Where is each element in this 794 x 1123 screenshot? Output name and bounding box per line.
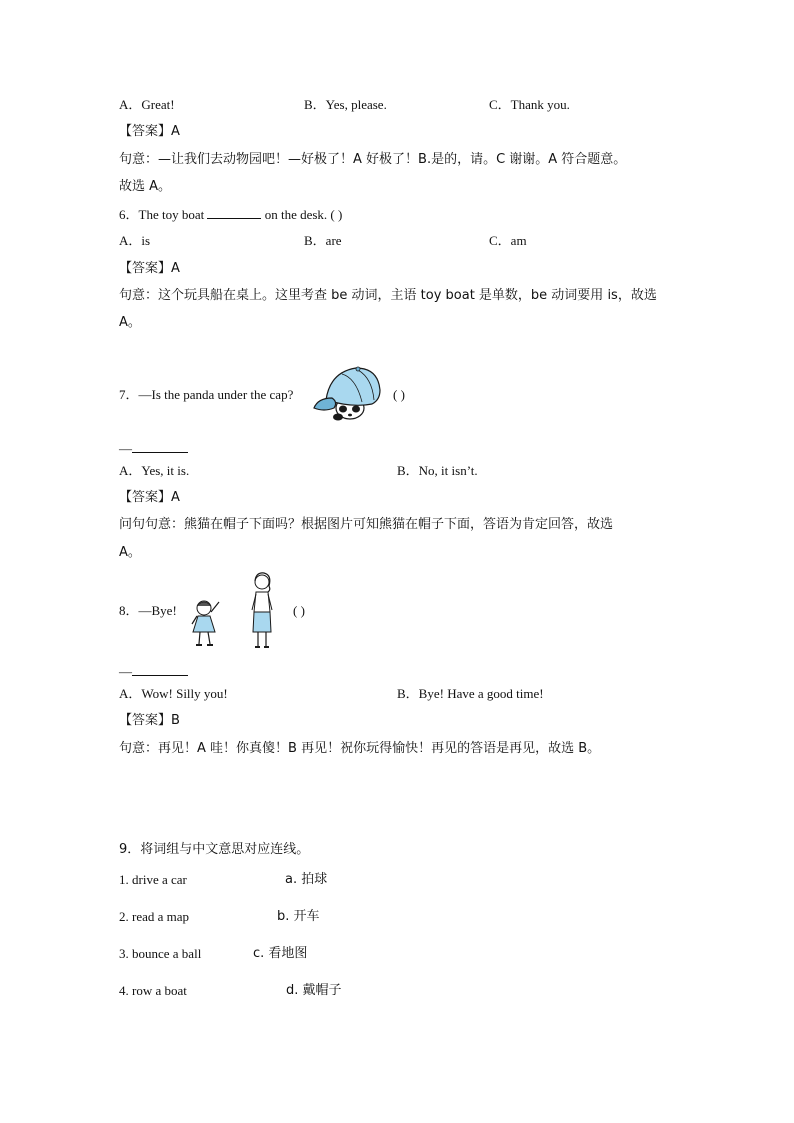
q9-left-item-3: 3. bounce a ball [119,946,202,961]
q6-option-b: B．are [304,233,342,248]
q9-left-item-4: 4. row a boat [119,983,187,998]
q6-stem [119,206,342,223]
q8-option-a: A．Wow! Silly you! [119,686,228,701]
panda-nose [348,414,352,417]
panda-eye-left [339,406,347,413]
girl-waving-arm [211,602,219,612]
q7-reply-blank [132,440,188,453]
q7-answer-bracket: ( ) [393,387,405,402]
q5-option-a: A．Great! [119,97,175,112]
q8-reply-line [119,663,188,680]
q9-stem: 9．将词组与中文意思对应连线。 [119,842,310,857]
panda-paw [333,414,343,421]
q7-option-b: B．No, it isn’t. [397,463,478,478]
cap-with-panda-picture [312,364,384,422]
woman-standing-picture [244,570,280,650]
q6-explanation-line1: 句意：这个玩具船在桌上。这里考查 be 动词，主语 toy boat 是单数，be 动词要用 is，故选 [119,288,657,303]
q5-explanation-line2: 故选 A。 [119,179,172,194]
panda-eye-right [352,406,360,413]
q8-explanation-line1: 句意：再见！A 哇！你真傻！B 再见！祝你玩得愉快！再见的答语是再见，故选 B。 [119,741,601,756]
q7-reply-dash: — [119,441,132,456]
q8-answer: 【答案】B [119,713,180,728]
q6-explanation-line2: A。 [119,315,141,330]
q6-option-a: A．is [119,233,151,248]
q5-option-c: C．Thank you. [489,97,570,112]
q7-reply-line [119,440,188,457]
q9-right-item-a: a. 拍球 [285,872,328,887]
q6-stem-post: on the desk. ( ) [264,207,343,222]
q7-answer: 【答案】A [119,490,180,505]
q6-answer: 【答案】A [119,261,180,276]
q9-left-item-2: 2. read a map [119,909,190,924]
q6-blank [207,206,261,219]
cap-brim [314,398,336,410]
little-girl-waving-picture [188,596,224,650]
q9-right-item-c: c. 看地图 [253,946,308,961]
q6-stem-pre: 6．The toy boat [119,207,205,222]
q8-answer-bracket: ( ) [293,603,305,618]
q9-right-item-b: b. 开车 [277,909,320,924]
q8-reply-blank [132,663,188,676]
q5-explanation-line1: 句意：—让我们去动物园吧！—好极了！A 好极了！B.是的，请。C 谢谢。A 符合题意。 [119,152,627,167]
q7-stem: 7．—Is the panda under the cap? [119,387,294,402]
q7-explanation-line1: 问句句意：熊猫在帽子下面吗？根据图片可知熊猫在帽子下面，答语为肯定回答，故选 [119,517,614,532]
cap-button [356,367,360,371]
q7-option-a: A．Yes, it is. [119,463,190,478]
q8-reply-dash: — [119,664,132,679]
q5-answer: 【答案】A [119,124,180,139]
q8-stem: 8．—Bye! [119,603,177,618]
q8-option-b: B．Bye! Have a good time! [397,686,544,701]
q6-option-c: C．am [489,233,527,248]
q7-explanation-line2: A。 [119,545,141,560]
q9-right-item-d: d. 戴帽子 [286,983,342,998]
q5-option-b: B．Yes, please. [304,97,387,112]
q9-left-item-1: 1. drive a car [119,872,187,887]
